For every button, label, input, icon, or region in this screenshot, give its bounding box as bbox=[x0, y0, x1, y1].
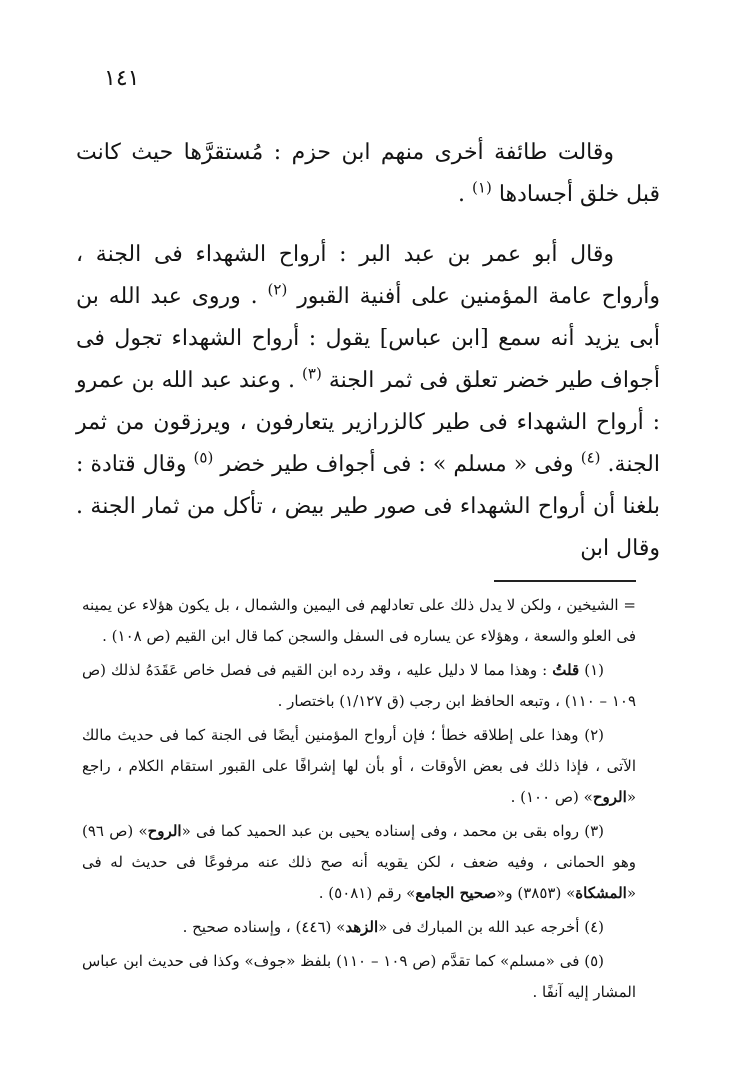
page-number: ١٤١ bbox=[104, 66, 140, 91]
paragraph-2-sentence-2: . وروى عبد الله بن أبى يزيد أنه سمع [ابن عباس] يقول : أرواح الشهداء تجول فى أجواف طير خضر تعلق فى ثمر الجنة bbox=[76, 284, 661, 393]
footnote-ref-5[interactable]: (٥) bbox=[193, 448, 214, 467]
paragraph-2-sentence-4: وفى « مسلم » : فى أجواف طير خضر bbox=[220, 452, 581, 477]
footnote-number: (١) bbox=[584, 661, 604, 679]
footnote-text: : وهذا مما لا دليل عليه ، وقد رده ابن القيم فى فصل خاص عَقَدَهُ لذلك (ص ١٠٩ – ١١٠) ، وتبعه الحافظ ابن رجب (ق ١/١٢٧) باختصار . bbox=[82, 661, 636, 710]
footnote-4 bbox=[82, 912, 636, 943]
footnote-text-end: » (٤٤٦) ، وإسناده صحيح . bbox=[182, 918, 346, 936]
footnote-divider bbox=[494, 580, 636, 582]
footnotes bbox=[82, 590, 636, 1011]
footnote-text-middle: » (٣٨٥٣) و« bbox=[496, 884, 576, 902]
paragraph-2-sentence-3: . وعند عبد الله بن عمرو : أرواح الشهداء فى طير كالزرازير يتعارفون ، ويرزقون من ثمر الجنة. bbox=[76, 368, 660, 477]
footnote-number: (٥) bbox=[584, 952, 605, 970]
paragraph-1 bbox=[76, 132, 660, 216]
footnote-ref-4[interactable]: (٤) bbox=[580, 448, 601, 467]
footnote-ref-2[interactable]: (٢) bbox=[267, 280, 288, 299]
paragraph-1-end: . bbox=[458, 182, 473, 207]
footnote-text-end: » (ص ١٠٠) . bbox=[510, 788, 593, 806]
paragraph-2-sentence-1: وقال أبو عمر بن عبد البر : أرواح الشهداء فى الجنة ، وأرواح عامة المؤمنين على أفنية القبور bbox=[76, 242, 660, 309]
footnote-bold: قلتُ bbox=[552, 661, 580, 679]
paragraph-text bbox=[76, 132, 660, 216]
paragraph-1-text: وقالت طائفة أخرى منهم ابن حزم : مُستقرَّها حيث كانت قبل خلق أجسادها bbox=[76, 140, 660, 207]
paragraph-2-sentence-5: وقال قتادة : بلغنا أن أرواح الشهداء فى صور طير بيض ، تأكل من ثمار الجنة . وقال ابن bbox=[76, 452, 660, 561]
footnote-bold: المشكاة bbox=[575, 884, 627, 902]
footnote-2 bbox=[82, 720, 636, 813]
footnote-1 bbox=[82, 655, 636, 717]
footnote-continuation: = الشيخين ، ولكن لا يدل ذلك على تعادلهم فى اليمين والشمال ، بل يكون هؤلاء عن يمينه فى العلو والسعة ، وهؤلاء عن يساره فى السفل والسجن كما قال ابن القيم (ص ١٠٨) . bbox=[82, 596, 636, 645]
footnote-text: وهذا على إطلاقه خطأ ؛ فإن أرواح المؤمنين أيضًا فى الجنة كما فى حديث مالك الآتى ، فإذا ذلك فى بعض الأوقات ، أو بأن لها إشرافًا على القبور استقام الكلام ، راجع « bbox=[82, 726, 636, 806]
footnote-text: فى «مسلم» كما تقدَّم (ص ١٠٩ – ١١٠) بلفظ «جوف» وكذا فى حديث ابن عباس المشار إليه آنفًا . bbox=[82, 952, 636, 1001]
footnote-text: رواه بقى بن محمد ، وفى إسناده يحيى بن عبد الحميد كما فى « bbox=[181, 822, 585, 840]
paragraph-text bbox=[76, 234, 660, 570]
footnote-number: (٤) bbox=[584, 918, 604, 936]
footnote-number: (٢) bbox=[584, 726, 604, 744]
footnote-number: (٣) bbox=[584, 822, 604, 840]
footnote-text-end: » رقم (٥٠٨١) . bbox=[318, 884, 416, 902]
footnote-bold: صحيح الجامع bbox=[415, 884, 497, 902]
footnote-3 bbox=[82, 816, 636, 909]
footnote-5 bbox=[82, 946, 636, 1008]
paragraph-2 bbox=[76, 234, 660, 570]
footnote-text-middle: » (ص ٩٦) وهو الحمانى ، وفيه ضعف ، لكن يقويه أنه صح ذلك عنه مرفوعًا فى حديث له فى « bbox=[82, 822, 636, 902]
footnote-ref-1[interactable]: (١) bbox=[472, 178, 492, 197]
footnote-text: أخرجه عبد الله بن المبارك فى « bbox=[378, 918, 585, 936]
footnote-bold: الزهد bbox=[345, 918, 379, 936]
footnote-ref-3[interactable]: (٣) bbox=[302, 364, 322, 383]
footnote-bold: الروح bbox=[147, 822, 182, 840]
footnote-bold: الروح bbox=[592, 788, 627, 806]
